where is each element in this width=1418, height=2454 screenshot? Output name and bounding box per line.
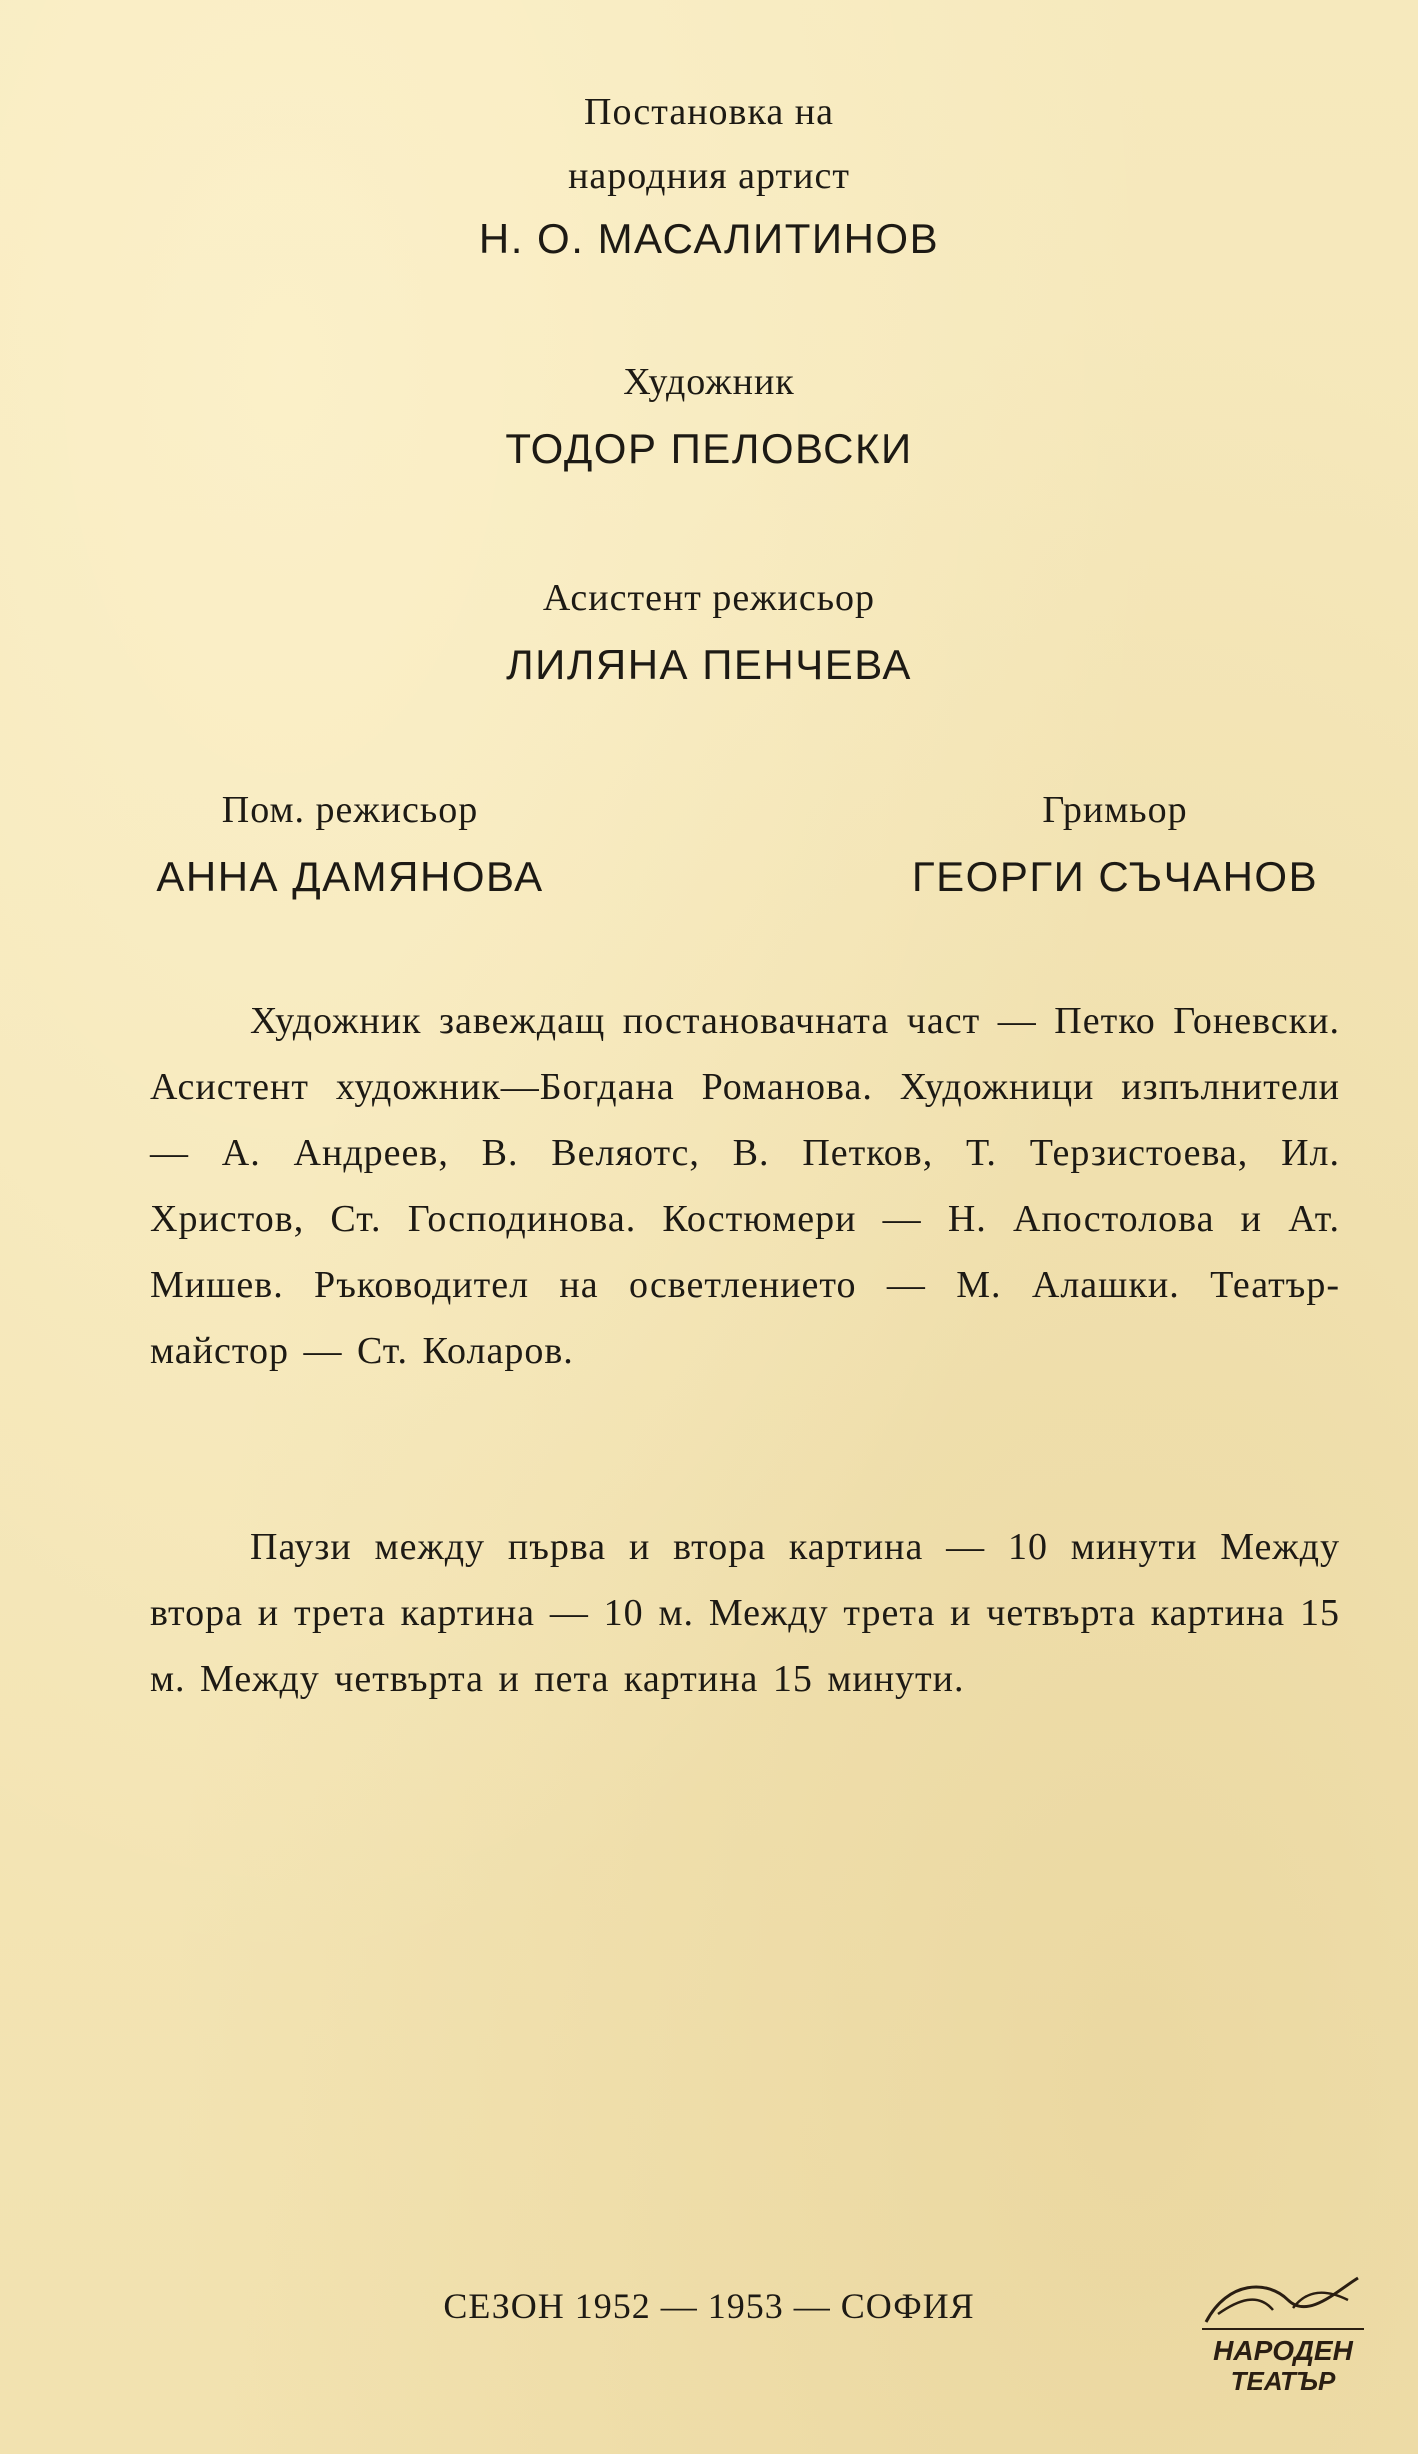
assistant-stage-manager-role: Пом. режисьор xyxy=(221,789,479,831)
artist-name: ТОДОР ПЕЛОВСКИ xyxy=(505,425,913,472)
makeup-role: Гримьор xyxy=(1042,789,1188,831)
makeup-credit xyxy=(855,780,1375,908)
production-line-1: Постановка на xyxy=(584,91,834,133)
director-name: Н. О. МАСАЛИТИНОВ xyxy=(478,215,940,262)
artist-role: Художник xyxy=(623,361,795,403)
artist-credit xyxy=(0,352,1418,480)
makeup-name: ГЕОРГИ СЪЧАНОВ xyxy=(911,853,1319,900)
assistant-stage-manager-credit xyxy=(90,780,610,908)
assistant-director-name: ЛИЛЯНА ПЕНЧЕВА xyxy=(506,641,912,688)
production-line-2: народния артист xyxy=(568,155,850,197)
assistant-director-role: Асистент режисьор xyxy=(542,577,876,619)
assistant-director-credit xyxy=(0,568,1418,696)
season-line: СЕЗОН 1952 — 1953 — СОФИЯ xyxy=(443,2286,975,2326)
assistant-stage-manager-name: АННА ДАМЯНОВА xyxy=(156,853,544,900)
production-credit xyxy=(0,82,1418,270)
svg-text:ТЕАТЪР: ТЕАТЪР xyxy=(1230,2366,1336,2396)
intermissions xyxy=(150,1514,1340,1712)
national-theatre-logo xyxy=(1198,2270,1368,2400)
technical-credits-text: Художник завеждащ постановачната част — Петко Гоневски. Асистент художник—Богдана Романова. Художници изпълнители — А. Андреев, В. Веляотс, В. Петков, Т. Терзистоева, Ил. Христов, Ст. Господинова. Костюмери — Н. Апостолова и Ат. Мишев. Ръководител на осветлението — М. Алашки. Театър-майстор — Ст. Коларов. xyxy=(150,1000,1340,1372)
technical-credits xyxy=(150,988,1340,1384)
intermissions-text: Паузи между първа и втора картина — 10 минути Между втора и трета картина — 10 м. Между трета и четвърта картина 15 м. Между четвърта и пета картина 15 минути. xyxy=(150,1526,1340,1700)
svg-text:НАРОДЕН: НАРОДЕН xyxy=(1213,2335,1353,2366)
